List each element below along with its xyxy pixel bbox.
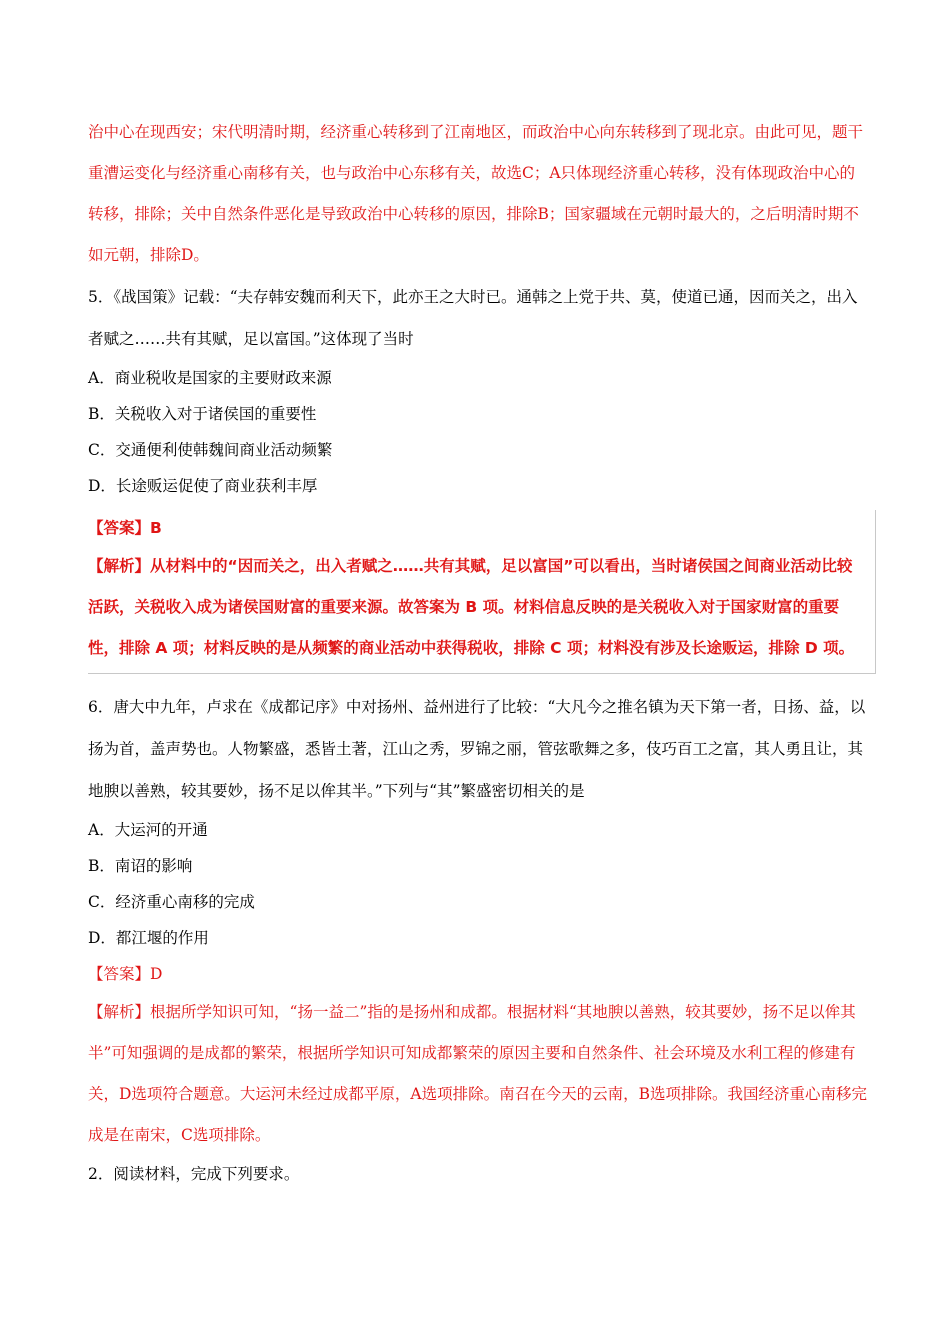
document-page bbox=[88, 112, 868, 1192]
q4-explanation-tail: 治中心在现西安；宋代明清时期，经济重心转移到了江南地区，而政治中心向东转移到了现北京。由此可见，题干重漕运变化与经济重心南移有关，也与政治中心东移有关，故选C；A只体现经济重心转移，没有体现政治中心的转移，排除；关中自然条件恶化是导致政治中心转移的原因，排除B；国家疆域在元朝时最大的，之后明清时期不如元朝，排除D。 bbox=[88, 123, 864, 264]
next-question-stem: 2．阅读材料，完成下列要求。 bbox=[88, 1165, 300, 1183]
spacer bbox=[88, 674, 868, 686]
q5-answer-value: B bbox=[150, 519, 162, 537]
q6-option-d: D．都江堰的作用 bbox=[88, 929, 209, 947]
q6-explanation-label: 【解析】 bbox=[88, 1003, 151, 1021]
q6-stem: 6．唐大中九年，卢求在《成都记序》中对扬州、益州进行了比较：“大凡今之推名镇为天下第一者，日扬、益，以扬为首，盖声势也。人物繁盛，悉皆土著，江山之秀，罗锦之丽，管弦歌舞之多，伎巧百工之富，其人勇且让，其地腴以善熟，较其要妙，扬不足以侔其半。”下列与“其”繁盛密切相关的是 bbox=[88, 698, 866, 800]
q6-option-b: B．南诏的影响 bbox=[88, 857, 193, 875]
q5-explanation-label: 【解析】 bbox=[88, 557, 151, 575]
q6-answer-value: D bbox=[150, 965, 163, 983]
q5-explanation-text: 从材料中的“因而关之，出入者赋之……共有其赋，足以富国”可以看出，当时诸侯国之间商业活动比较活跃，关税收入成为诸侯国财富的重要来源。故答案为 B 项。材料信息反映的是关税收入对于国家财富的重要性，排除 A 项；材料反映的是从频繁的商业活动中获得税收，排除 C 项；材料没有涉及长途贩运，排除 D 项。 bbox=[88, 557, 855, 657]
q6-answer bbox=[88, 956, 868, 992]
q5-option-d: D．长途贩运促使了商业获利丰厚 bbox=[88, 477, 318, 495]
q5-option-b: B．关税收入对于诸侯国的重要性 bbox=[88, 405, 317, 423]
q6-option-c: C．经济重心南移的完成 bbox=[88, 893, 255, 911]
q5-explanation bbox=[88, 546, 867, 669]
q5-option-a: A．商业税收是国家的主要财政来源 bbox=[88, 369, 332, 387]
q6-option-a: A．大运河的开通 bbox=[88, 821, 208, 839]
q5-answer-box bbox=[88, 510, 876, 674]
q5-stem: 5．《战国策》记载：“夫存韩安魏而利天下，此亦王之大时已。通韩之上党于共、莫，使道已通，因而关之，出入者赋之……共有其赋，足以富国。”这体现了当时 bbox=[88, 288, 858, 348]
q6-explanation bbox=[88, 992, 868, 1156]
q5-answer bbox=[88, 510, 867, 546]
q6-answer-label: 【答案】 bbox=[88, 965, 151, 983]
q6-explanation-text: 根据所学知识可知，“扬一益二”指的是扬州和成都。根据材料“其地腴以善熟，较其要妙，扬不足以侔其半”可知强调的是成都的繁荣，根据所学知识可知成都繁荣的原因主要和自然条件、社会环境及水利工程的修建有关，D选项符合题意。大运河未经过成都平原，A选项排除。南召在今天的云南，B选项排除。我国经济重心南移完成是在南宋，C选项排除。 bbox=[88, 1003, 868, 1144]
q5-option-c: C．交通便利使韩魏间商业活动频繁 bbox=[88, 441, 333, 459]
q5-answer-label: 【答案】 bbox=[88, 519, 151, 537]
